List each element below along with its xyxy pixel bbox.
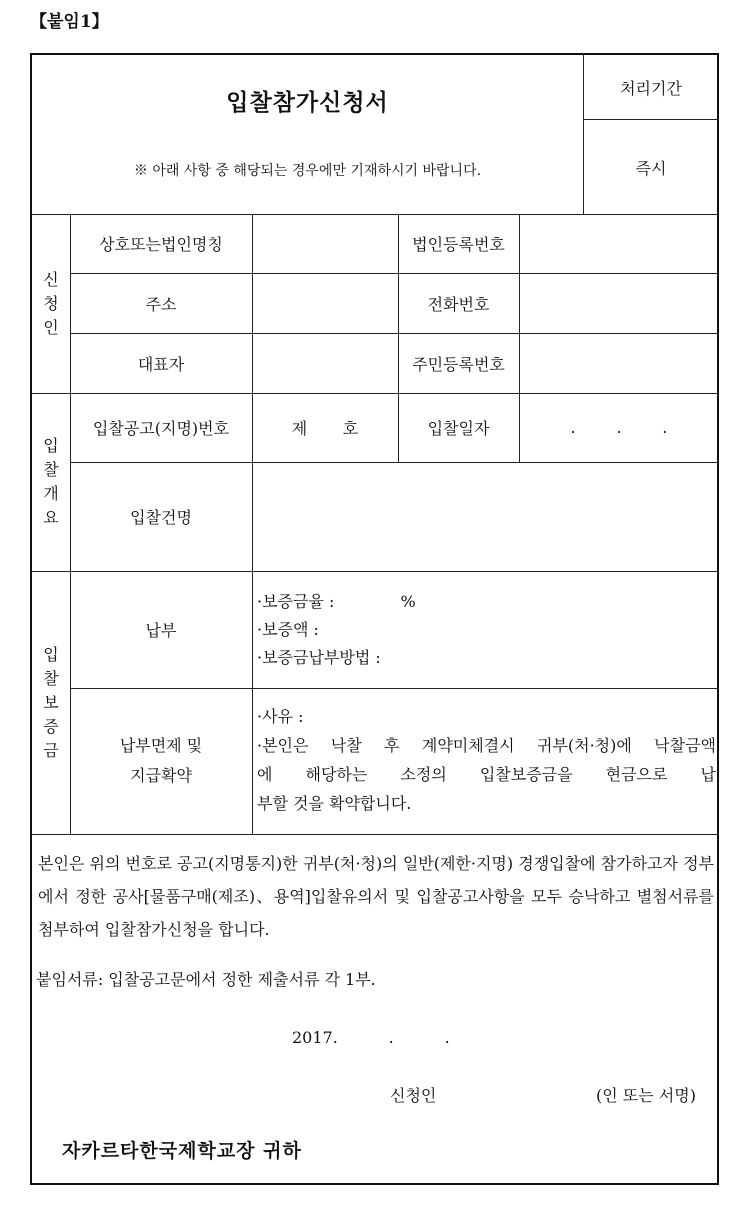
exemption-pledge-line-2: 에 해당하는 소정의 입찰보증금을 현금으로 납 (257, 765, 716, 784)
notice-no-label: 입찰공고(지명)번호 (92, 419, 230, 438)
bid-overview-section-label: 입 찰 개 요 (43, 436, 59, 527)
processing-period-value: 즉시 (635, 158, 667, 178)
resident-reg-no-field[interactable] (519, 333, 719, 393)
address-field[interactable] (252, 273, 398, 333)
attachment-label: 【붙임1】 (30, 12, 109, 32)
bid-name-label: 입찰건명 (130, 508, 192, 527)
applicant-signature-label: 신청인 (390, 1086, 437, 1105)
deposit-rate-line: ·보증금율 : % (257, 591, 416, 611)
bid-name-field[interactable] (252, 462, 719, 571)
payment-label: 납부 (145, 621, 177, 640)
exemption-pledge-line-1: ·본인은 낙찰 후 계약미체결시 귀부(처·청)에 낙찰금액 (257, 736, 716, 755)
corp-reg-no-label: 법인등록번호 (412, 235, 505, 254)
applicant-section-label: 신 청 인 (43, 269, 59, 337)
exemption-reason-line: ·사유 : (257, 707, 304, 726)
divider (30, 834, 719, 835)
company-name-field[interactable] (252, 214, 398, 273)
form-note: ※ 아래 사항 중 해당되는 경우에만 기재하시기 바랍니다. (133, 163, 482, 179)
notice-no-field[interactable]: 제 호 (291, 419, 359, 438)
bid-deposit-section-label: 입 찰 보 증 금 (43, 644, 59, 760)
bid-date-field[interactable]: . . . (570, 418, 668, 437)
exemption-label: 납부면제 및 지급확약 (119, 736, 203, 785)
form-title: 입찰참가신청서 (226, 88, 389, 116)
addressee: 자카르타한국제학교장 귀하 (62, 1140, 302, 1162)
bid-date-label: 입찰일자 (427, 419, 490, 438)
application-date: 2017. . . (292, 1028, 450, 1047)
corp-reg-no-field[interactable] (519, 214, 719, 273)
representative-field[interactable] (252, 333, 398, 393)
exemption-details[interactable] (257, 702, 716, 822)
phone-label: 전화번호 (427, 294, 490, 314)
application-statement: 본인은 위의 번호로 공고(지명통지)한 귀부(처·청)의 일반(제한·지명) 경쟁입찰에 참가하고자 정부에서 정한 공사[물품구매(제조)、용역]입찰유의서 및 입찰공고사항을 모두 승낙하고 별첨서류를 첨부하여 입찰참가신청을 합니다. (38, 854, 714, 939)
representative-label: 대표자 (137, 354, 185, 374)
resident-reg-no-label: 주민등록번호 (412, 354, 505, 374)
address-label: 주소 (145, 294, 177, 314)
company-name-label: 상호또는법인명칭 (99, 235, 223, 254)
phone-field[interactable] (519, 273, 719, 333)
deposit-method-line: ·보증금납부방법 : (257, 647, 381, 667)
payment-details[interactable] (257, 571, 712, 688)
deposit-amount-line: ·보증액 : (257, 619, 319, 639)
attachments-note: 붙임서류: 입찰공고문에서 정한 제출서류 각 1부. (36, 970, 376, 989)
exemption-pledge-line-3: 부할 것을 확약합니다. (257, 794, 412, 813)
processing-period-label: 처리기간 (620, 78, 682, 98)
signature-hint: (인 또는 서명) (596, 1086, 696, 1105)
